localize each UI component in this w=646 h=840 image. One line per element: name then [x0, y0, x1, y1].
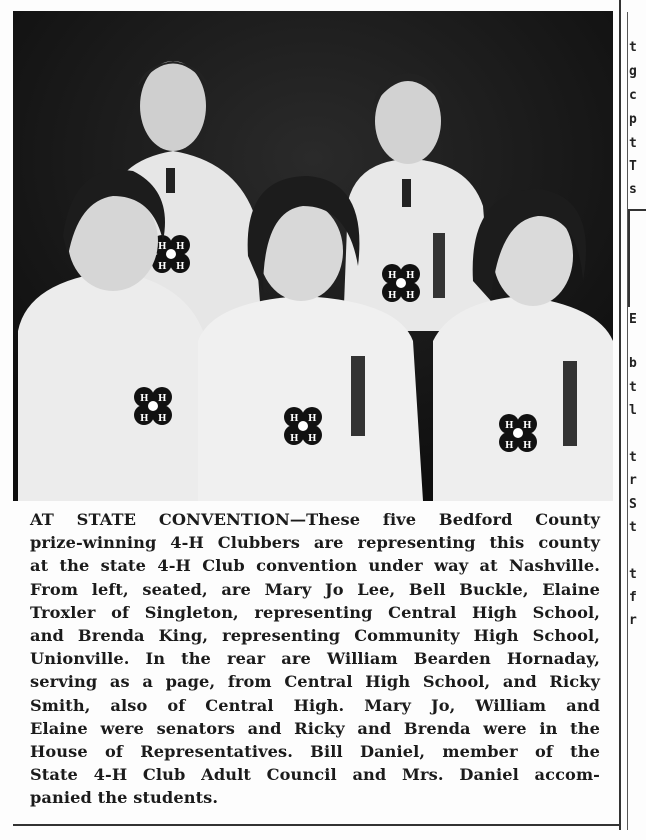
caption-line: Unionville. In the rear are William Bearden Hornaday,	[30, 649, 600, 669]
caption-line: Elaine were senators and Ricky and Brenda were in the	[30, 718, 600, 738]
fragment-letter: b	[629, 356, 637, 371]
fragment-letter: E	[629, 312, 637, 327]
column-rule-inner	[627, 12, 628, 830]
fragment-letter: t	[629, 40, 637, 55]
fragment-letter: r	[629, 473, 637, 488]
caption-line: panied the students.	[30, 788, 219, 808]
caption-line: and Brenda King, representing Community High School,	[30, 625, 600, 645]
caption-line: Smith, also of Central High. Mary Jo, William and	[30, 695, 600, 715]
fragment-letter: l	[629, 403, 637, 418]
photo-illustration: H H H	[13, 11, 613, 501]
fragment-letter: f	[629, 590, 637, 605]
fragment-letter: t	[629, 380, 637, 395]
fragment-letter: c	[629, 88, 637, 103]
fragment-letter: S	[629, 497, 637, 512]
caption-line: AT STATE CONVENTION—These five Bedford County	[30, 510, 600, 529]
bottom-rule	[13, 824, 621, 826]
fragment-letter: g	[629, 64, 637, 79]
adjacent-box-fragment	[628, 209, 646, 307]
fragment-letter: p	[629, 112, 637, 127]
fragment-letter: r	[629, 613, 637, 628]
caption-line: From left, seated, are Mary Jo Lee, Bell Buckle, Elaine	[30, 579, 600, 599]
fragment-letter: T	[629, 159, 637, 174]
column-rule	[619, 0, 621, 830]
caption-line: at the state 4-H Club convention under way at Nashville.	[30, 556, 600, 576]
caption-line: House of Representatives. Bill Daniel, member of the	[30, 741, 600, 761]
fragment-letter: t	[629, 520, 637, 535]
caption-line: serving as a page, from Central High School, and Ricky	[30, 672, 600, 692]
fragment-letter: s	[629, 182, 637, 197]
caption-line: Troxler of Singleton, representing Central High School,	[30, 602, 600, 622]
caption-line: State 4-H Club Adult Council and Mrs. Daniel accom-	[30, 765, 600, 785]
fragment-letter: t	[629, 567, 637, 582]
caption-line: prize-winning 4-H Clubbers are representing this county	[30, 533, 600, 553]
photo-caption	[30, 508, 600, 809]
fragment-letter: t	[629, 136, 637, 151]
fragment-letter: t	[629, 450, 637, 465]
